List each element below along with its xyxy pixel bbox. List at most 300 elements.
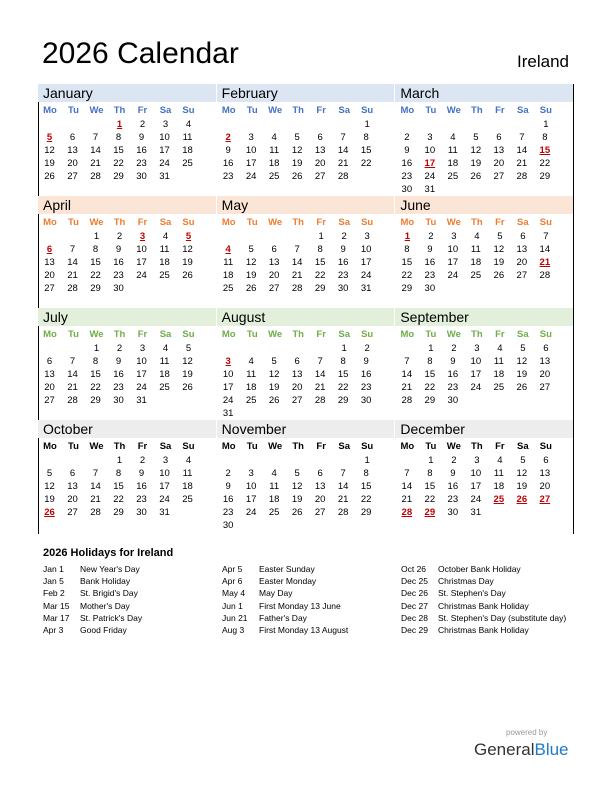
day-cell [418,506,441,519]
holiday-name: Father's Day [259,612,307,623]
day-cell [418,493,441,506]
day-cell [61,480,84,493]
holiday-date: Jun 1 [222,600,243,611]
day-cell [310,230,333,243]
day-grid [38,118,201,183]
day-cell [355,269,378,282]
day-number: 23 [447,382,459,394]
day-number: 30 [424,283,436,295]
day-cell [533,493,556,506]
day-cell [487,256,510,269]
weekday-label: Mo [43,329,57,340]
day-number: 13 [44,257,55,269]
day-cell [153,157,176,170]
day-cell [395,157,418,170]
day-number: 25 [182,494,193,506]
day-cell [131,342,154,355]
day-cell [217,493,240,506]
day-cell [356,118,379,131]
weekday-label: Fr [137,217,148,228]
day-number: 5 [497,231,503,242]
day-cell [154,454,177,467]
day-cell [177,118,200,131]
day-number: 4 [162,343,169,354]
month-name: December [395,420,573,438]
day-cell [286,157,309,170]
day-number: 3 [139,343,146,354]
day-number: 12 [493,244,505,256]
day-cell [418,170,441,183]
day-cell [395,131,418,144]
day-number: 9 [363,356,369,368]
weekday-label: We [89,329,104,340]
day-cell [84,243,107,256]
weekday-label: Th [113,217,126,228]
day-number: 20 [539,369,551,381]
holiday-day: 3 [139,231,146,242]
day-cell [533,368,556,381]
day-number: 13 [67,145,78,157]
month-name: August [217,308,395,326]
day-number: 27 [67,171,78,183]
holiday-item [222,624,409,636]
day-cell [395,256,418,269]
day-cell [61,355,84,368]
weekday-label: Fr [495,441,505,452]
day-cell [510,157,533,170]
day-number: 15 [113,145,124,157]
day-cell [84,269,107,282]
day-cell [441,467,464,480]
day-number: 12 [182,244,193,256]
day-cell [441,480,464,493]
day-number: 22 [360,494,372,506]
day-number: 26 [493,270,505,282]
day-number: 20 [291,382,303,394]
day-cell [61,157,84,170]
day-cell [107,493,130,506]
day-cell [38,355,61,368]
day-cell [464,170,487,183]
day-cell [533,355,556,368]
day-number: 18 [493,369,505,381]
day-number: 11 [182,468,193,480]
day-cell [465,342,488,355]
weekday-label: Tu [425,329,437,340]
month-april [38,196,216,308]
day-cell [85,342,108,355]
day-cell [107,243,130,256]
empty-cell [241,230,264,243]
holiday-day: 5 [46,132,53,144]
holiday-day: 27 [539,494,551,506]
day-cell [487,157,510,170]
day-number: 6 [46,356,53,368]
day-cell [332,269,355,282]
day-number: 2 [404,132,410,144]
day-number: 25 [182,158,193,170]
day-cell [534,118,557,131]
day-cell [332,131,355,144]
day-number: 25 [447,171,459,183]
holiday-name: St. Stephen's Day [438,588,506,599]
day-number: 22 [113,158,124,170]
weekday-label: Tu [68,217,79,228]
holiday-item [222,600,409,612]
day-number: 7 [543,231,549,242]
day-cell [131,118,154,131]
day-cell [153,493,176,506]
day-number: 24 [136,382,147,394]
weekday-label: Th [471,105,483,116]
day-number: 11 [182,132,193,144]
day-number: 3 [162,455,169,466]
weekday-label: We [89,441,104,452]
day-number: 18 [182,481,193,493]
day-cell [130,243,153,256]
weekday-label: We [89,105,104,116]
day-number: 26 [268,395,280,407]
empty-cell [287,342,310,355]
month-name: April [38,196,216,214]
day-cell [356,342,379,355]
day-number: 27 [516,270,528,282]
day-number: 18 [245,382,257,394]
day-number: 17 [159,481,170,493]
day-cell [355,243,378,256]
day-cell [84,355,107,368]
day-cell [510,493,533,506]
month-name: June [395,196,573,214]
empty-cell [62,230,85,243]
weekday-label: Sa [517,105,529,116]
day-number: 23 [447,494,459,506]
day-cell [176,368,199,381]
day-cell [355,157,378,170]
holiday-day: 26 [516,494,528,506]
day-cell [442,230,465,243]
month-march [394,84,573,196]
day-cell [61,493,84,506]
day-number: 1 [116,455,123,466]
day-cell [332,355,355,368]
day-cell [84,131,107,144]
day-number: 16 [401,158,413,170]
day-number: 17 [470,481,482,493]
day-cell [511,454,534,467]
month-name: February [217,84,395,102]
holiday-item [43,612,230,624]
page-title: 2026 Calendar [42,37,239,70]
day-number: 18 [159,369,170,381]
day-number: 25 [493,382,505,394]
day-number: 22 [113,494,124,506]
day-cell [153,506,176,519]
weekday-label: Su [539,217,552,228]
empty-cell [488,118,511,131]
day-number: 2 [225,468,231,480]
holiday-item [43,563,230,575]
day-cell [38,480,61,493]
day-number: 23 [424,270,436,282]
weekday-label: We [446,105,461,116]
day-number: 9 [115,244,122,256]
day-number: 5 [185,343,192,354]
day-cell [38,368,61,381]
day-number: 16 [136,481,147,493]
weekday-label: Th [292,105,304,116]
day-cell [176,269,199,282]
day-cell [240,243,263,256]
day-number: 10 [245,145,257,157]
day-cell [217,467,240,480]
day-number: 13 [291,369,303,381]
day-number: 24 [424,171,436,183]
weekday-label: Th [113,329,126,340]
day-grid [395,118,558,197]
day-number: 6 [496,132,502,144]
day-cell [154,342,177,355]
day-number: 19 [493,257,505,269]
day-cell [153,144,176,157]
day-cell [419,342,442,355]
day-number: 23 [136,158,147,170]
day-number: 22 [90,270,101,282]
day-number: 6 [69,468,76,480]
day-number: 8 [404,244,410,256]
weekday-label: Sa [338,217,350,228]
day-number: 9 [404,145,410,157]
day-number: 12 [516,356,528,368]
day-cell [487,480,510,493]
empty-cell [38,454,62,467]
holiday-name: New Year's Day [80,564,140,574]
day-cell [418,480,441,493]
day-number: 15 [90,257,101,269]
month-name: July [38,308,216,326]
day-number: 5 [520,343,526,354]
day-cell [153,256,176,269]
day-number: 19 [182,257,193,269]
right-border [573,84,574,534]
day-cell [441,506,464,519]
day-cell [309,131,332,144]
day-cell [286,131,309,144]
day-cell [286,269,309,282]
day-cell [263,467,286,480]
day-cell [534,454,557,467]
day-cell [130,493,153,506]
day-cell [107,355,130,368]
day-cell [442,454,465,467]
day-number: 20 [67,494,78,506]
day-cell [418,467,441,480]
day-number: 17 [245,158,257,170]
day-number: 2 [139,119,146,130]
empty-cell [241,454,264,467]
day-number: 9 [225,145,231,157]
day-cell [395,282,418,295]
day-cell [464,355,487,368]
day-number: 10 [424,145,436,157]
day-cell [107,256,130,269]
day-cell [240,269,263,282]
month-name: March [395,84,573,102]
day-number: 25 [222,283,234,295]
day-number: 25 [470,270,482,282]
day-cell [533,170,556,183]
day-cell [332,506,355,519]
day-number: 28 [67,283,78,295]
day-number: 21 [67,270,78,282]
weekday-label: Sa [159,329,172,340]
day-cell [153,269,176,282]
holiday-date: May 4 [222,588,246,599]
day-cell [217,243,240,256]
day-number: 14 [516,145,528,157]
day-cell [240,256,263,269]
day-cell [487,381,510,394]
weekday-label: Su [361,441,374,452]
day-number: 3 [162,119,169,130]
day-number: 10 [159,132,170,144]
day-number: 18 [447,158,459,170]
day-number: 20 [493,158,505,170]
day-number: 2 [116,231,123,242]
day-number: 24 [447,270,459,282]
holiday-date: Dec 27 [401,600,428,611]
month-october [38,420,216,532]
day-number: 13 [314,145,326,157]
weekday-label: Sa [517,441,529,452]
day-number: 21 [516,158,528,170]
day-number: 26 [291,507,303,519]
day-cell [309,282,332,295]
month-june [394,196,573,308]
empty-cell [85,454,108,467]
weekday-header [217,216,395,230]
day-number: 24 [470,382,482,394]
day-cell [131,230,154,243]
day-cell [107,170,130,183]
day-number: 10 [245,481,257,493]
holiday-item [222,587,409,599]
holiday-name: Christmas Bank Holiday [438,625,529,636]
weekday-header [217,104,395,118]
day-number: 7 [404,356,410,368]
day-number: 24 [245,507,257,519]
holiday-item [401,575,588,587]
day-number: 1 [428,455,434,466]
holiday-item [43,624,230,636]
day-number: 7 [404,468,410,480]
day-cell [395,269,418,282]
day-cell [107,144,130,157]
day-cell [286,282,309,295]
day-number: 19 [291,494,303,506]
day-cell [418,368,441,381]
day-number: 15 [360,481,372,493]
holiday-item [43,587,230,599]
day-number: 6 [520,231,526,242]
month-name: January [38,84,216,102]
day-cell [533,256,556,269]
day-number: 11 [470,244,481,256]
day-cell [263,506,286,519]
day-cell [107,131,130,144]
day-cell [309,355,332,368]
day-cell [488,230,511,243]
weekday-label: Su [182,329,195,340]
weekday-label: Su [539,329,552,340]
day-cell [131,454,154,467]
holiday-name: Easter Monday [259,576,317,587]
day-cell [38,381,61,394]
weekday-label: Mo [43,441,57,452]
day-cell [464,381,487,394]
holiday-name: Christmas Day [438,576,494,587]
day-number: 22 [539,158,551,170]
day-cell [240,131,263,144]
weekday-label: Fr [316,329,326,340]
day-number: 19 [291,158,303,170]
holiday-item [401,624,588,636]
day-number: 8 [92,244,99,256]
day-cell [177,230,200,243]
day-cell [510,131,533,144]
day-cell [418,183,441,196]
day-cell [263,368,286,381]
holiday-name: First Monday 13 June [259,600,341,611]
day-number: 10 [447,244,459,256]
day-number: 26 [182,270,193,282]
holiday-day: 17 [424,158,436,170]
day-cell [286,144,309,157]
day-cell [419,454,442,467]
day-number: 11 [447,145,458,157]
day-number: 20 [67,158,78,170]
day-cell [263,480,286,493]
weekday-label: Tu [246,441,258,452]
weekday-label: Fr [137,329,148,340]
day-number: 1 [318,231,324,242]
day-cell [395,368,418,381]
weekday-label: Tu [246,105,258,116]
day-grid [38,342,201,407]
day-number: 17 [136,257,147,269]
day-number: 1 [364,119,370,130]
day-cell [240,493,263,506]
holiday-date: Dec 26 [401,588,428,599]
day-number: 4 [450,132,456,144]
day-cell [240,157,263,170]
empty-cell [38,230,62,243]
weekday-label: Su [361,217,374,228]
day-number: 29 [113,171,124,183]
weekday-label: Su [539,441,552,452]
day-number: 22 [314,270,326,282]
day-cell [153,467,176,480]
day-number: 28 [90,171,101,183]
day-number: 17 [470,369,482,381]
day-cell [61,282,84,295]
day-cell [240,368,263,381]
weekday-label: Th [471,329,483,340]
weekday-label: Mo [400,329,415,340]
day-number: 24 [360,270,372,282]
day-number: 19 [44,158,55,170]
weekday-label: Sa [517,329,529,340]
